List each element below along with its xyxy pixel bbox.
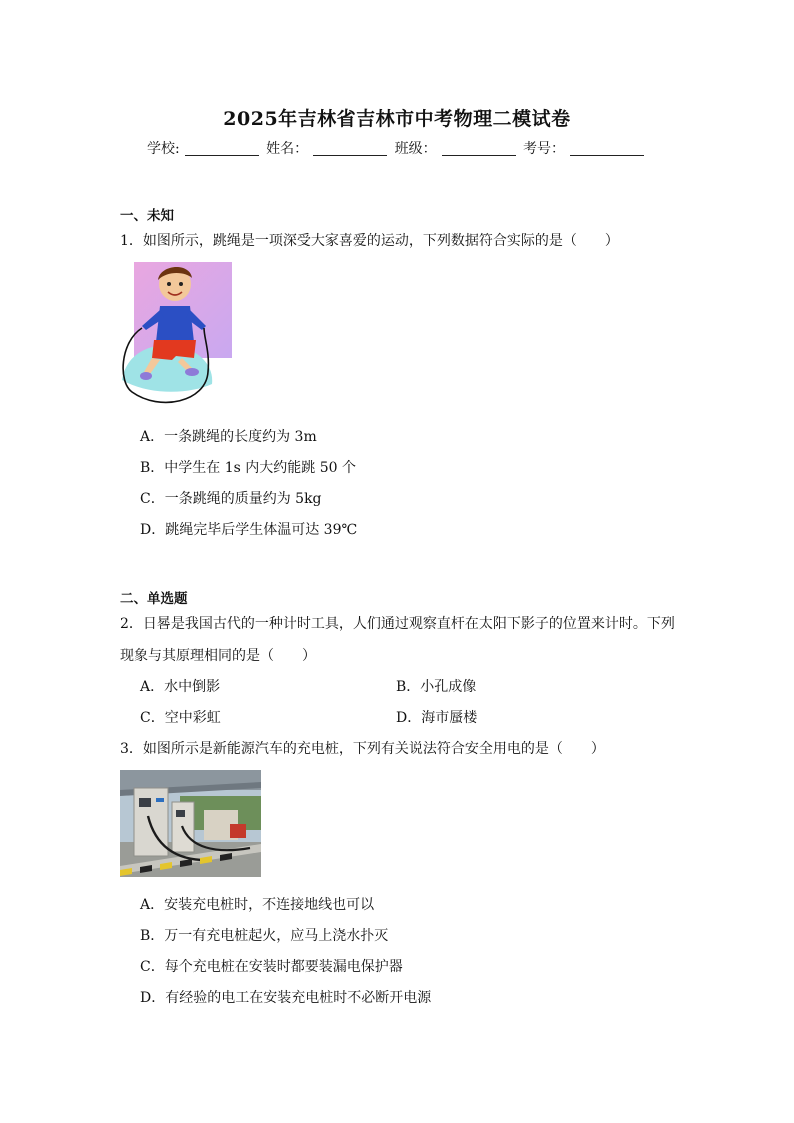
school-label: 学校:	[146, 141, 180, 157]
question-2-option-a: A．水中倒影	[140, 679, 221, 695]
class-label: 班级：	[394, 141, 437, 157]
class-blank	[442, 142, 516, 156]
name-blank	[313, 142, 387, 156]
section-heading-1: 一、未知	[120, 208, 174, 224]
exam-no-blank	[570, 142, 644, 156]
question-3-stem: 3．如图所示是新能源汽车的充电桩，下列有关说法符合安全用电的是（ ）	[120, 741, 605, 757]
question-3-option-a: A．安装充电桩时，不连接地线也可以	[140, 897, 375, 913]
question-2-option-b: B．小孔成像	[396, 679, 477, 695]
school-blank	[185, 142, 259, 156]
question-3-option-b: B．万一有充电桩起火，应马上浇水扑灭	[140, 928, 389, 944]
question-2-option-c: C．空中彩虹	[140, 710, 221, 726]
question-1-option-d: D．跳绳完毕后学生体温可达 39℃	[140, 522, 358, 538]
question-1-stem: 1．如图所示，跳绳是一项深受大家喜爱的运动，下列数据符合实际的是（ ）	[120, 233, 619, 249]
question-2-option-d: D．海市蜃楼	[396, 710, 478, 726]
question-3-option-c: C．每个充电桩在安装时都要装漏电保护器	[140, 959, 403, 975]
exam-no-label: 考号：	[523, 141, 566, 157]
question-1-option-c: C．一条跳绳的质量约为 5kg	[140, 491, 322, 507]
jump-rope-boy-illustration	[120, 262, 232, 404]
charging-station-photo	[120, 770, 261, 877]
question-1-option-a: A．一条跳绳的长度约为 3m	[140, 429, 317, 445]
student-info-row	[0, 138, 794, 158]
question-2-stem-line-1: 2．日晷是我国古代的一种计时工具，人们通过观察直杆在太阳下影子的位置来计时。下列	[120, 616, 675, 632]
name-label: 姓名：	[266, 141, 309, 157]
section-heading-2: 二、单选题	[120, 591, 188, 607]
question-1-option-b: B．中学生在 1s 内大约能跳 50 个	[140, 460, 356, 476]
question-2-stem-line-2: 现象与其原理相同的是（ ）	[120, 648, 316, 664]
question-3-option-d: D．有经验的电工在安装充电桩时不必断开电源	[140, 990, 432, 1006]
page-title: 2025年吉林省吉林市中考物理二模试卷	[223, 108, 571, 130]
